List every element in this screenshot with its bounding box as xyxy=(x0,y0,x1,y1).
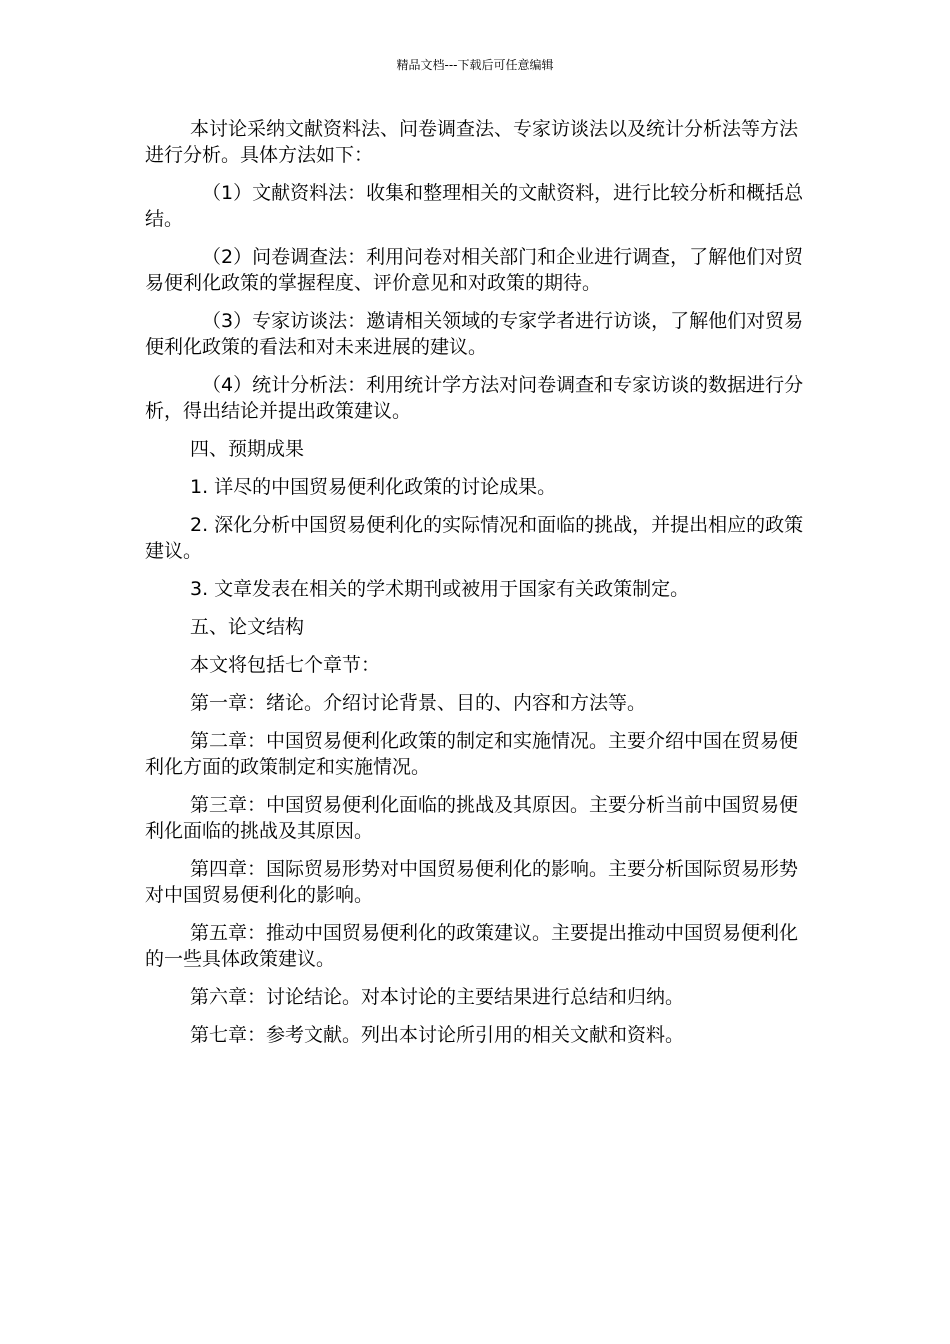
section-heading-thesis-structure: 五、论文结构 xyxy=(190,616,305,638)
result-item-2: 2. 深化分析中国贸易便利化的实际情况和面临的挑战，并提出相应的政策建议。 xyxy=(145,514,804,562)
intro-paragraph: 本讨论采纳文献资料法、问卷调查法、专家访谈法以及统计分析法等方法进行分析。具体方法如下： xyxy=(145,118,799,166)
page-header: 精品文档---下载后可任意编辑 xyxy=(396,58,554,72)
chapter-2: 第二章：中国贸易便利化政策的制定和实施情况。主要介绍中国在贸易便利化方面的政策制定和实施情况。 xyxy=(145,730,799,778)
chapter-4: 第四章：国际贸易形势对中国贸易便利化的影响。主要分析国际贸易形势对中国贸易便利化的影响。 xyxy=(145,858,799,906)
result-item-3: 3. 文章发表在相关的学术期刊或被用于国家有关政策制定。 xyxy=(190,578,690,600)
method-item-4: （4）统计分析法：利用统计学方法对问卷调查和专家访谈的数据进行分析，得出结论并提出政策建议。 xyxy=(145,374,804,422)
document-body xyxy=(145,116,810,1060)
chapter-5: 第五章：推动中国贸易便利化的政策建议。主要提出推动中国贸易便利化的一些具体政策建议。 xyxy=(145,922,799,970)
result-item-1: 1. 详尽的中国贸易便利化政策的讨论成果。 xyxy=(190,476,557,498)
chapter-3: 第三章：中国贸易便利化面临的挑战及其原因。主要分析当前中国贸易便利化面临的挑战及其原因。 xyxy=(145,794,799,842)
chapter-6: 第六章：讨论结论。对本讨论的主要结果进行总结和归纳。 xyxy=(190,986,685,1008)
method-item-2: （2）问卷调查法：利用问卷对相关部门和企业进行调查，了解他们对贸易便利化政策的掌握程度、评价意见和对政策的期待。 xyxy=(145,246,804,294)
chapter-7: 第七章：参考文献。列出本讨论所引用的相关文献和资料。 xyxy=(190,1024,685,1046)
method-item-3: （3）专家访谈法：邀请相关领域的专家学者进行访谈，了解他们对贸易便利化政策的看法和对未来进展的建议。 xyxy=(145,310,804,358)
method-item-1: （1）文献资料法：收集和整理相关的文献资料，进行比较分析和概括总结。 xyxy=(145,182,804,230)
chapter-1: 第一章：绪论。介绍讨论背景、目的、内容和方法等。 xyxy=(190,692,647,714)
structure-intro: 本文将包括七个章节： xyxy=(190,654,381,676)
section-heading-expected-results: 四、预期成果 xyxy=(190,438,305,460)
